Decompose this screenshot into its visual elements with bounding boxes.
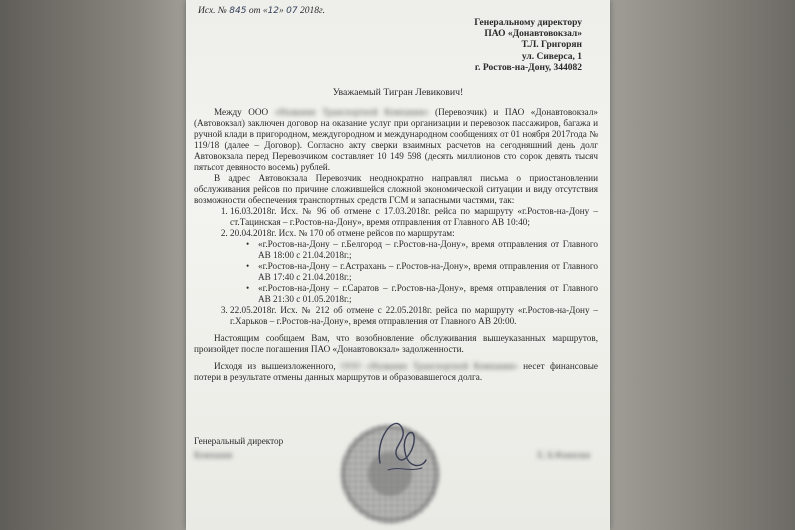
ref-from: от «	[248, 6, 268, 16]
paragraph-letters: В адрес Автовокзала Перевозчик неоднократно направлял письма о приостановлении обслуживания рейсов по причине сложившейся сложной экономической ситуации и виду отсутствия возможности обеспечения транспортных средств ГСМ и запасными частями, так:	[194, 173, 598, 205]
reference-line	[198, 6, 325, 17]
list-item	[230, 305, 598, 327]
redacted-company: ООО «Название Транспортной Компании»	[341, 361, 518, 371]
letter-page	[186, 0, 610, 530]
para1-start: Между ООО	[214, 107, 269, 117]
background-left	[0, 0, 200, 530]
para4-start: Исходя из вышеизложенного,	[214, 361, 336, 371]
list-item-text: 20.04.2018г. Исх. № 170 об отмене рейсов по маршрутам:	[230, 228, 455, 238]
signatory-company-redacted: Компания	[194, 450, 233, 460]
paragraph-notice: Настоящим сообщаем Вам, что возобновление обслуживания вышеуказанных маршрутов, произойдет после погашения ПАО «Донавтовокзал» задолженности.	[194, 333, 598, 354]
addressee-line: г. Ростов-на-Дону, 344082	[474, 62, 582, 73]
route-item: • «г.Ростов-на-Дону – г.Белгород – г.Ростов-на-Дону», время отправления от Главного АВ 18:00 с 21.04.2018г.;	[258, 239, 598, 261]
cancellation-list	[194, 206, 598, 327]
route-item: • «г.Ростов-на-Дону – г.Саратов – г.Ростов-на-Дону», время отправления от Главного АВ 21:30 с 01.05.2018г.;	[258, 283, 598, 305]
list-item-text: 22.05.2018г. Исх. № 212 об отмене с 22.05.2018г. рейса по маршруту «г.Ростов-на-Дону – г.Харьков – г.Ростов-на-Дону», время отправления от Главного АВ 20:00.	[230, 305, 598, 326]
ref-day: 12	[267, 6, 280, 16]
background-right	[605, 0, 795, 530]
addressee-line: ул. Сиверса, 1	[521, 51, 582, 62]
paragraph-losses	[194, 361, 598, 383]
list-item	[230, 228, 598, 305]
signatory-title: Генеральный директор	[194, 436, 284, 446]
para1-rest: (Перевозчик) и ПАО «Донавтовокзал» (Автовокзал) заключен договор на оказание услуг при организации и перевозок пассажиров, багажа и ручной клади в пригородном, междугородном и международном сообщениях от 01 ноября 2017года № 119/18 (далее – Договор). Согласно акту сверки взаимных расчетов на сегодняшний день долг Автовокзала перед Перевозчиком составляет 10 149 598 (десять миллионов сто сорок девять тысяч пятьсот девяносто восемь) рублей.	[194, 107, 599, 172]
route-item: • «г.Ростов-на-Дону – г.Астрахань – г.Ростов-на-Дону», время отправления от Главного АВ 17:40 с 21.04.2018г.;	[258, 261, 598, 283]
ref-prefix: Исх. №	[198, 6, 227, 16]
salutation: Уважаемый Тигран Левикович!	[332, 87, 464, 98]
para4-rest: несет финансовые потери в результате отмены данных маршрутов и образовавшегося долга.	[194, 361, 598, 382]
letter-body	[194, 107, 598, 383]
addressee-line: Генеральному директору	[474, 18, 582, 28]
ref-month: 07	[286, 6, 298, 16]
addressee-block	[474, 18, 582, 74]
addressee-line: Т.Л. Григорян	[521, 40, 582, 51]
route-list	[230, 239, 598, 305]
list-item	[230, 206, 598, 228]
ref-middle: »	[279, 6, 284, 16]
redacted-company: «Название Транспортной Компании»	[274, 107, 429, 117]
paragraph-contract	[194, 107, 598, 173]
ref-number: 845	[229, 6, 247, 16]
ref-year: 2018г.	[299, 6, 325, 16]
list-item-text: 16.03.2018г. Исх. № 96 об отмене с 17.03.2018г. рейса по маршруту «г.Ростов-на-Дону – ст.Тацинская – г.Ростов-на-Дону», время отправления от Главного АВ 10:40;	[230, 206, 598, 227]
addressee-line: ПАО «Донавтовокзал»	[484, 29, 582, 40]
handwritten-signature	[370, 408, 430, 478]
signatory-name-redacted: Е. Б.Фамилия	[537, 450, 590, 460]
